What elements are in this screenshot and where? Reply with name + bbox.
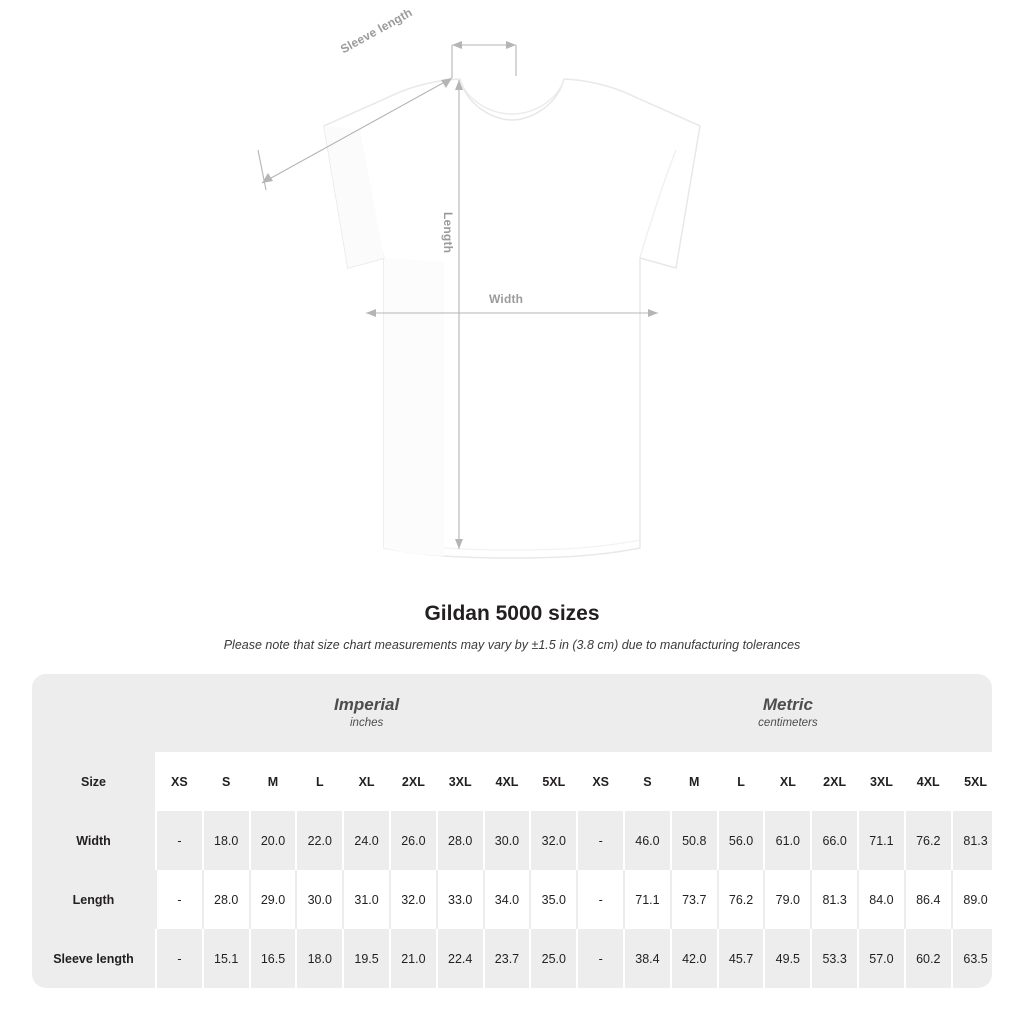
- cell-width-imperial-4xl: 30.0: [484, 811, 531, 870]
- cell-width-metric-3xl: 71.1: [858, 811, 905, 870]
- size-header-imperial-s: S: [203, 752, 250, 811]
- cell-sleeve-imperial-xs: -: [156, 929, 203, 988]
- size-header-metric-s: S: [624, 752, 671, 811]
- cell-sleeve-imperial-2xl: 21.0: [390, 929, 437, 988]
- cell-width-imperial-xs: -: [156, 811, 203, 870]
- system-header-spacer: [32, 674, 156, 752]
- cell-sleeve-metric-xl: 49.5: [764, 929, 811, 988]
- width-label: Width: [484, 292, 528, 306]
- size-header-metric-4xl: 4XL: [905, 752, 952, 811]
- length-label: Length: [441, 212, 455, 254]
- cell-width-imperial-3xl: 28.0: [437, 811, 484, 870]
- cell-width-imperial-2xl: 26.0: [390, 811, 437, 870]
- cell-width-imperial-s: 18.0: [203, 811, 250, 870]
- cell-width-metric-4xl: 76.2: [905, 811, 952, 870]
- cell-length-metric-xl: 79.0: [764, 870, 811, 929]
- size-table: [32, 674, 992, 988]
- cell-width-metric-2xl: 66.0: [811, 811, 858, 870]
- cell-width-imperial-5xl: 32.0: [530, 811, 577, 870]
- cell-sleeve-imperial-5xl: 25.0: [530, 929, 577, 988]
- cell-sleeve-metric-m: 42.0: [671, 929, 718, 988]
- cell-sleeve-metric-l: 45.7: [718, 929, 765, 988]
- cell-width-metric-5xl: 81.3: [952, 811, 992, 870]
- cell-width-metric-s: 46.0: [624, 811, 671, 870]
- system-imperial-unit: inches: [350, 717, 384, 729]
- cell-sleeve-imperial-l: 18.0: [296, 929, 343, 988]
- size-header-metric-l: L: [718, 752, 765, 811]
- system-header-row: [32, 674, 992, 752]
- row-label-length: Length: [32, 870, 156, 929]
- cell-length-metric-xs: -: [577, 870, 624, 929]
- cell-sleeve-metric-4xl: 60.2: [905, 929, 952, 988]
- cell-length-metric-l: 76.2: [718, 870, 765, 929]
- cell-length-imperial-5xl: 35.0: [530, 870, 577, 929]
- system-imperial: [156, 674, 577, 752]
- table-row: [32, 929, 992, 988]
- size-header-imperial-m: M: [250, 752, 297, 811]
- size-header-metric-xl: XL: [764, 752, 811, 811]
- size-header-metric-5xl: 5XL: [952, 752, 992, 811]
- row-label-width: Width: [32, 811, 156, 870]
- cell-length-imperial-l: 30.0: [296, 870, 343, 929]
- table-row: [32, 870, 992, 929]
- sleeve-length-label: Sleeve length: [338, 5, 415, 57]
- system-metric-unit: centimeters: [758, 717, 818, 729]
- tolerance-note: Please note that size chart measurements may vary by ±1.5 in (3.8 cm) due to manufacturing tolerances: [223, 638, 801, 652]
- cell-sleeve-metric-3xl: 57.0: [858, 929, 905, 988]
- size-header-metric-m: M: [671, 752, 718, 811]
- cell-width-metric-l: 56.0: [718, 811, 765, 870]
- table-row: [32, 811, 992, 870]
- cell-sleeve-metric-xs: -: [577, 929, 624, 988]
- tshirt-shape: [324, 79, 700, 558]
- cell-sleeve-metric-2xl: 53.3: [811, 929, 858, 988]
- cell-width-metric-xs: -: [577, 811, 624, 870]
- size-header-imperial-l: L: [296, 752, 343, 811]
- size-header-imperial-3xl: 3XL: [437, 752, 484, 811]
- title-block: [0, 602, 1024, 652]
- cell-width-imperial-l: 22.0: [296, 811, 343, 870]
- row-label-sleeve-length: Sleeve length: [32, 929, 156, 988]
- cell-length-imperial-m: 29.0: [250, 870, 297, 929]
- size-header-imperial-4xl: 4XL: [484, 752, 531, 811]
- cell-length-metric-s: 71.1: [624, 870, 671, 929]
- cell-length-imperial-s: 28.0: [203, 870, 250, 929]
- cell-sleeve-imperial-m: 16.5: [250, 929, 297, 988]
- cell-length-imperial-xl: 31.0: [343, 870, 390, 929]
- cell-width-metric-xl: 61.0: [764, 811, 811, 870]
- cell-length-metric-4xl: 86.4: [905, 870, 952, 929]
- cell-length-imperial-2xl: 32.0: [390, 870, 437, 929]
- cell-length-imperial-xs: -: [156, 870, 203, 929]
- cell-length-metric-5xl: 89.0: [952, 870, 992, 929]
- cell-width-imperial-m: 20.0: [250, 811, 297, 870]
- size-header-imperial-2xl: 2XL: [390, 752, 437, 811]
- size-header-imperial-5xl: 5XL: [530, 752, 577, 811]
- size-table-wrapper: [32, 674, 992, 988]
- size-header-metric-xs: XS: [577, 752, 624, 811]
- size-header-metric-3xl: 3XL: [858, 752, 905, 811]
- system-metric-name: Metric: [762, 694, 813, 714]
- system-imperial-name: Imperial: [334, 694, 400, 714]
- size-header-imperial-xs: XS: [156, 752, 203, 811]
- cell-length-metric-3xl: 84.0: [858, 870, 905, 929]
- cell-sleeve-metric-5xl: 63.5: [952, 929, 992, 988]
- system-metric: [577, 674, 992, 752]
- cell-sleeve-imperial-4xl: 23.7: [484, 929, 531, 988]
- cell-length-imperial-4xl: 34.0: [484, 870, 531, 929]
- size-header-metric-2xl: 2XL: [811, 752, 858, 811]
- cell-length-metric-m: 73.7: [671, 870, 718, 929]
- cell-sleeve-imperial-xl: 19.5: [343, 929, 390, 988]
- size-header-imperial-xl: XL: [343, 752, 390, 811]
- cell-length-imperial-3xl: 33.0: [437, 870, 484, 929]
- cell-length-metric-2xl: 81.3: [811, 870, 858, 929]
- cell-sleeve-metric-s: 38.4: [624, 929, 671, 988]
- page-title: Gildan 5000 sizes: [424, 602, 600, 625]
- cell-sleeve-imperial-3xl: 22.4: [437, 929, 484, 988]
- cell-width-imperial-xl: 24.0: [343, 811, 390, 870]
- cell-sleeve-imperial-s: 15.1: [203, 929, 250, 988]
- size-header-row: [32, 752, 992, 811]
- size-label-cell: Size: [32, 752, 156, 811]
- cell-width-metric-m: 50.8: [671, 811, 718, 870]
